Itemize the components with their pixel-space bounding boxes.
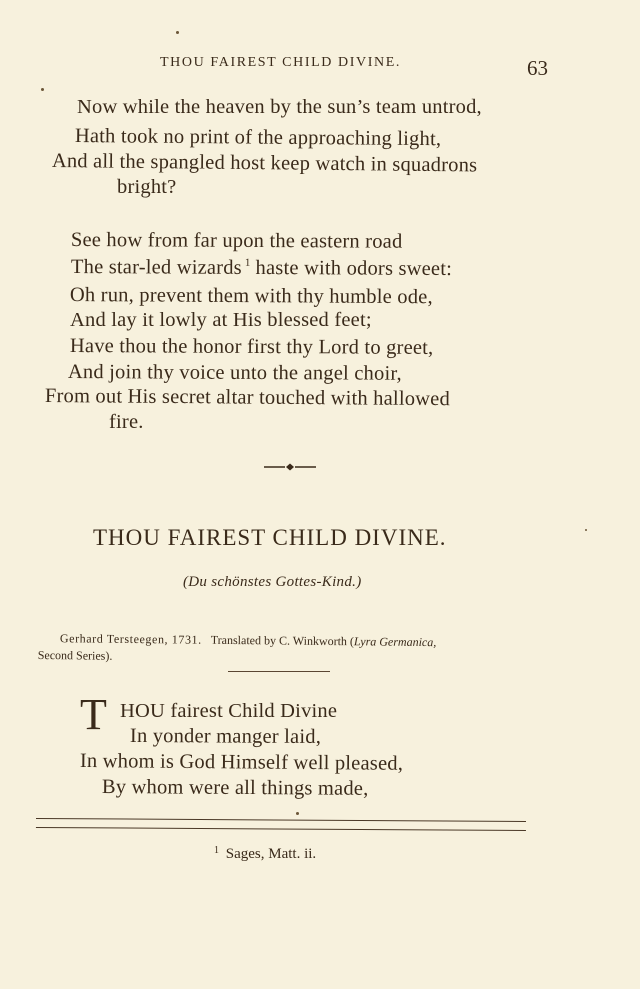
verse-text: haste with odors sweet:: [255, 256, 453, 280]
divider-rule: [228, 671, 330, 672]
translator: Translated by C. Winkworth (: [210, 632, 355, 649]
verse-line: See how from far upon the eastern road: [70, 229, 403, 253]
footnote-marker: 1: [244, 256, 251, 269]
verse-line: fire.: [109, 411, 144, 433]
verse-line: Have thou the honor first thy Lord to greet,: [69, 335, 434, 359]
verse-line: In whom is God Himself well pleased,: [79, 750, 404, 775]
verse-line: HOU fairest Child Divine: [120, 700, 338, 722]
ornament-divider-icon: [264, 460, 316, 474]
verse-line: And lay it lowly at His blessed feet;: [70, 309, 372, 331]
verse-line: And join thy voice unto the angel choir,: [67, 361, 402, 385]
verse-line: By whom were all things made,: [101, 776, 369, 800]
hymn-title: THOU FAIREST CHILD DIVINE.: [93, 525, 447, 550]
print-speck: [41, 88, 44, 91]
verse-line: [71, 256, 452, 281]
verse-line: And all the spangled host keep watch in squadrons: [51, 150, 478, 177]
verse-text: The star-led wizards: [70, 256, 242, 279]
running-head: THOU FAIREST CHILD DIVINE.: [160, 55, 401, 70]
verse-line: bright?: [117, 176, 177, 198]
attribution: [38, 630, 538, 669]
footnote-rule: [36, 818, 526, 831]
source-series: Second Series).: [37, 647, 113, 663]
drop-cap: T: [80, 690, 107, 739]
verse-line: From out His secret altar touched with hallowed: [44, 385, 451, 411]
footnote-number: 1: [214, 845, 219, 856]
hymn-original-title: (Du schönstes Gottes-Kind.): [183, 574, 362, 590]
page-number: 63: [527, 56, 548, 80]
footnote: [214, 845, 316, 863]
source-title: Lyra Germanica,: [353, 634, 437, 650]
print-speck: [585, 529, 587, 531]
verse-line: Now while the heaven by the sun’s team untrod,: [77, 96, 482, 118]
verse-line: Hath took no print of the approaching light,: [74, 125, 442, 151]
verse-line: In yonder manger laid,: [129, 725, 322, 749]
footnote-text: Sages, Matt. ii.: [225, 846, 317, 862]
verse-line: Oh run, prevent them with thy humble ode,: [69, 284, 433, 309]
author: Gerhard Tersteegen, 1731.: [59, 631, 202, 647]
print-speck: [296, 812, 299, 815]
print-speck: [176, 31, 179, 34]
